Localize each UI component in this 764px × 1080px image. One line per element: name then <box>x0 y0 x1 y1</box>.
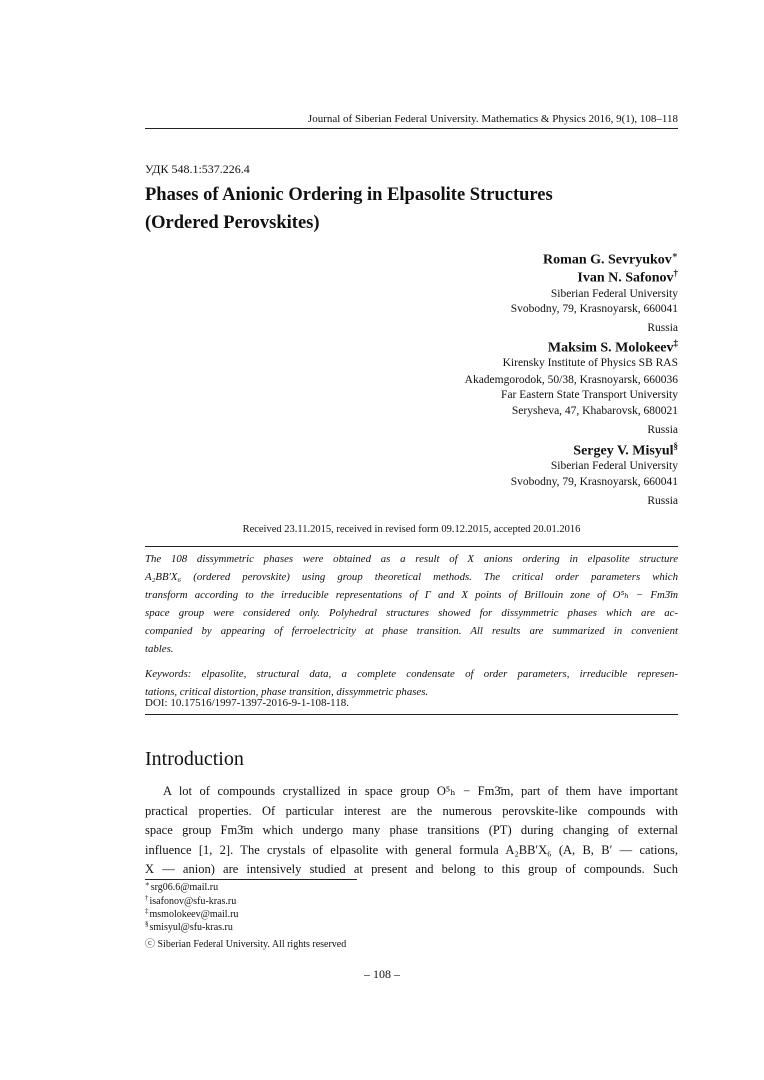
page-number: – 108 – <box>364 967 400 981</box>
header-rule <box>145 128 678 129</box>
abstract-line: The 108 dissymmetric phases were obtained as a result of X anions ordering in elpasolite structure <box>145 553 678 565</box>
keywords-line: Keywords: elpasolite, structural data, a complete condensate of order parameters, irreducible represen- <box>145 668 678 680</box>
keywords <box>145 665 678 701</box>
copyright: ⓒ Siberian Federal University. All rights reserved <box>145 939 347 950</box>
paper-title <box>145 181 678 237</box>
author-3-mark: ‡ <box>673 338 678 348</box>
email-link[interactable]: smisyul@sfu-kras.ru <box>149 922 233 933</box>
title-line-1: Phases of Anionic Ordering in Elpasolite Structures <box>145 185 553 205</box>
keywords-line: tations, critical distortion, phase transition, dissymmetric phases. <box>145 686 429 698</box>
footnote-2: †isafonov@sfu-kras.ru <box>145 894 237 907</box>
intro-line: X — anion) are intensively studied at present and belong to this group of compounds. Such <box>145 862 678 876</box>
affiliation-2-line-3: Far Eastern State Transport University <box>501 389 678 401</box>
affiliation-1-country: Russia <box>647 322 678 334</box>
udk-code: УДК 548.1:537.226.4 <box>145 162 250 176</box>
abstract-top-rule <box>145 546 678 547</box>
abstract-line: companied by appearing of ferroelectricity at phase transition. All results are summarized in convenient <box>145 625 678 637</box>
affiliation-2-line-1: Kirensky Institute of Physics SB RAS <box>502 357 678 369</box>
affiliation-2-country: Russia <box>647 424 678 436</box>
affiliation-3-line-1: Siberian Federal University <box>550 460 678 472</box>
intro-paragraph <box>145 782 678 880</box>
author-3 <box>548 338 678 357</box>
footnote-1: ∗srg06.6@mail.ru <box>145 880 219 893</box>
affiliation-2-line-4: Serysheva, 47, Khabarovsk, 680021 <box>511 405 678 417</box>
author-4 <box>573 441 678 460</box>
abstract-line: space group were considered only. Polyhedral structures showed for dissymmetric phases which are ac- <box>145 607 678 619</box>
affiliation-1-line-2: Svobodny, 79, Krasnoyarsk, 660041 <box>510 303 678 315</box>
affiliation-2-line-2: Akademgorodok, 50/38, Krasnoyarsk, 660036 <box>464 374 678 386</box>
email-link[interactable]: srg06.6@mail.ru <box>150 882 219 893</box>
intro-line: practical properties. Of particular interest are the numerous perovskite-like compounds with <box>145 803 678 818</box>
affiliation-3-country: Russia <box>647 495 678 507</box>
intro-line: A lot of compounds crystallized in space group O⁵ₕ − Fm3̄m, part of them have important <box>163 784 678 798</box>
affiliation-3-line-2: Svobodny, 79, Krasnoyarsk, 660041 <box>510 476 678 488</box>
intro-line: influence [1, 2]. The crystals of elpasolite with general formula A₂BB′X₆ (A, B, B′ — cations, <box>145 842 678 857</box>
author-2-mark: † <box>673 268 678 278</box>
author-2 <box>577 268 678 287</box>
received-dates: Received 23.11.2015, received in revised form 09.12.2015, accepted 20.01.2016 <box>242 524 581 535</box>
author-4-name: Sergey V. Misyul <box>573 443 674 459</box>
author-3-name: Maksim S. Molokeev <box>547 340 674 356</box>
author-1 <box>543 250 678 269</box>
intro-line: space group Fm3̄m which undergo many phase transitions (PT) during changing of external <box>145 823 678 837</box>
section-heading: Introduction <box>145 748 244 770</box>
affiliation-1-line-1: Siberian Federal University <box>550 288 678 300</box>
footnote-rule <box>145 879 357 880</box>
author-4-mark: § <box>673 441 678 451</box>
running-head: Journal of Siberian Federal University. Mathematics & Physics 2016, 9(1), 108–118 <box>307 113 678 125</box>
abstract-bottom-rule <box>145 714 678 715</box>
author-2-name: Ivan N. Safonov <box>577 270 674 286</box>
author-1-name: Roman G. Sevryukov <box>543 252 672 268</box>
footnote-3: ‡msmolokeev@mail.ru <box>145 907 239 920</box>
abstract-line: tables. <box>145 643 174 655</box>
email-link[interactable]: msmolokeev@mail.ru <box>149 909 239 920</box>
author-1-mark: ∗ <box>671 250 678 260</box>
email-link[interactable]: isafonov@sfu-kras.ru <box>149 896 237 907</box>
footnote-4: §smisyul@sfu-kras.ru <box>145 920 233 933</box>
abstract <box>145 550 678 658</box>
doi: DOI: 10.17516/1997-1397-2016-9-1-108-118. <box>145 697 349 709</box>
abstract-line: transform according to the irreducible representations of Γ and X points of Brillouin zone of O⁵ₕ − Fm3̄m <box>145 589 678 601</box>
abstract-line: A₂BB′X₆ (ordered perovskite) using group theoretical methods. The critical order parameters which <box>145 571 678 583</box>
title-line-2: (Ordered Perovskites) <box>145 213 320 233</box>
